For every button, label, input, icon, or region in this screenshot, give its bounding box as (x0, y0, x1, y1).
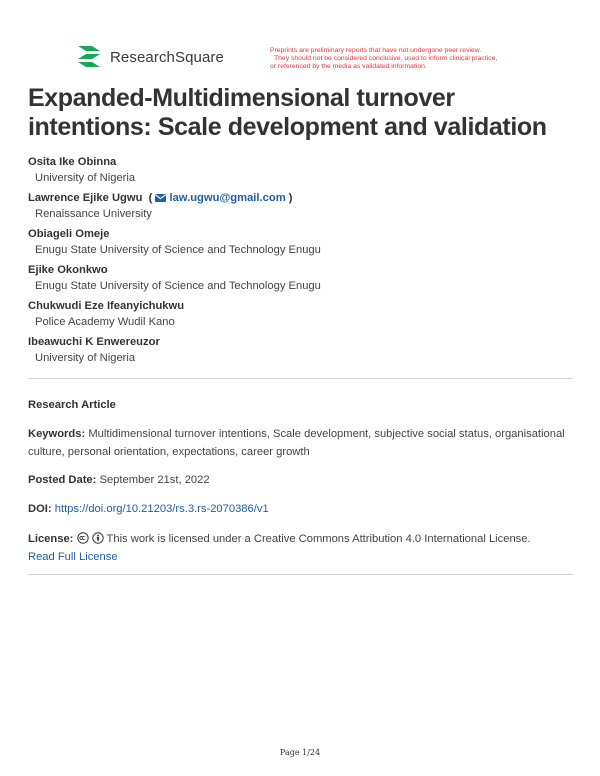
email-paren-open: ( (145, 192, 153, 204)
notice-line: They should not be considered conclusive, used to inform clinical practice, (274, 55, 498, 62)
author-name: Chukwudi Eze Ifeanyichukwu (28, 300, 185, 312)
posted-date (28, 471, 573, 489)
posted-date-label: Posted Date: (28, 474, 97, 486)
license (28, 530, 573, 566)
paper-title: Expanded-Multidimensional turnover intentions: Scale development and validation (28, 84, 547, 141)
notice-line: or referenced by the media as validated information. (270, 63, 427, 70)
author-name: Osita Ike Obinna (28, 156, 117, 168)
attribution-icon (92, 532, 104, 544)
author-affiliation: Renaissance University (35, 208, 152, 220)
keywords-label: Keywords: (28, 428, 86, 440)
creative-commons-icon (77, 532, 89, 544)
license-text: This work is licensed under a Creative Commons Attribution 4.0 International License. (106, 533, 531, 545)
keywords-value: Multidimensional turnover intentions, Scale development, subjective social status, organisational culture, personal orientation, expectations, career growth (28, 428, 565, 458)
author-entry (28, 226, 578, 259)
license-label: License: (28, 533, 74, 545)
author-name: Ejike Okonkwo (28, 264, 108, 276)
author-entry (28, 154, 578, 187)
page-number: Page 1/24 (279, 748, 321, 757)
posted-date-value: September 21st, 2022 (99, 474, 210, 486)
author-entry (28, 334, 578, 367)
author-entry (28, 298, 578, 331)
author-entry (28, 190, 578, 223)
read-full-license-link[interactable]: Read Full License (28, 551, 118, 563)
author-affiliation: University of Nigeria (35, 352, 136, 364)
doi-label: DOI: (28, 503, 52, 515)
logo-text-secondary: Square (175, 48, 224, 66)
article-type (28, 396, 573, 414)
preprint-notice (270, 47, 570, 71)
notice-line: Preprints are preliminary reports that have not undergone peer review. (270, 47, 482, 54)
research-square-logo[interactable] (74, 46, 224, 68)
author-name: Obiageli Omeje (28, 228, 110, 240)
author-list (28, 154, 578, 370)
author-email: law.ugwu@gmail.com (169, 192, 286, 204)
doi (28, 500, 573, 518)
author-name: Lawrence Ejike Ugwu (28, 192, 143, 204)
author-affiliation: University of Nigeria (35, 172, 136, 184)
author-name-with-email (28, 190, 578, 206)
logo-text (110, 49, 224, 66)
author-name: Ibeawuchi K Enwereuzor (28, 336, 160, 348)
logo-text-primary: Research (110, 48, 175, 66)
author-entry (28, 262, 578, 295)
header (74, 46, 574, 76)
author-email-link[interactable] (155, 192, 288, 204)
divider (28, 378, 573, 379)
author-affiliation: Police Academy Wudil Kano (35, 316, 175, 328)
keywords (28, 425, 573, 461)
envelope-icon (155, 194, 166, 202)
doi-link[interactable]: https://doi.org/10.21203/rs.3.rs-2070386/v1 (54, 503, 269, 515)
divider (28, 574, 573, 575)
author-affiliation: Enugu State University of Science and Technology Enugu (35, 280, 321, 292)
article-type-label: Research Article (28, 399, 116, 411)
research-square-logo-icon (74, 46, 104, 68)
email-paren-close: ) (288, 192, 293, 204)
author-affiliation: Enugu State University of Science and Technology Enugu (35, 244, 321, 256)
